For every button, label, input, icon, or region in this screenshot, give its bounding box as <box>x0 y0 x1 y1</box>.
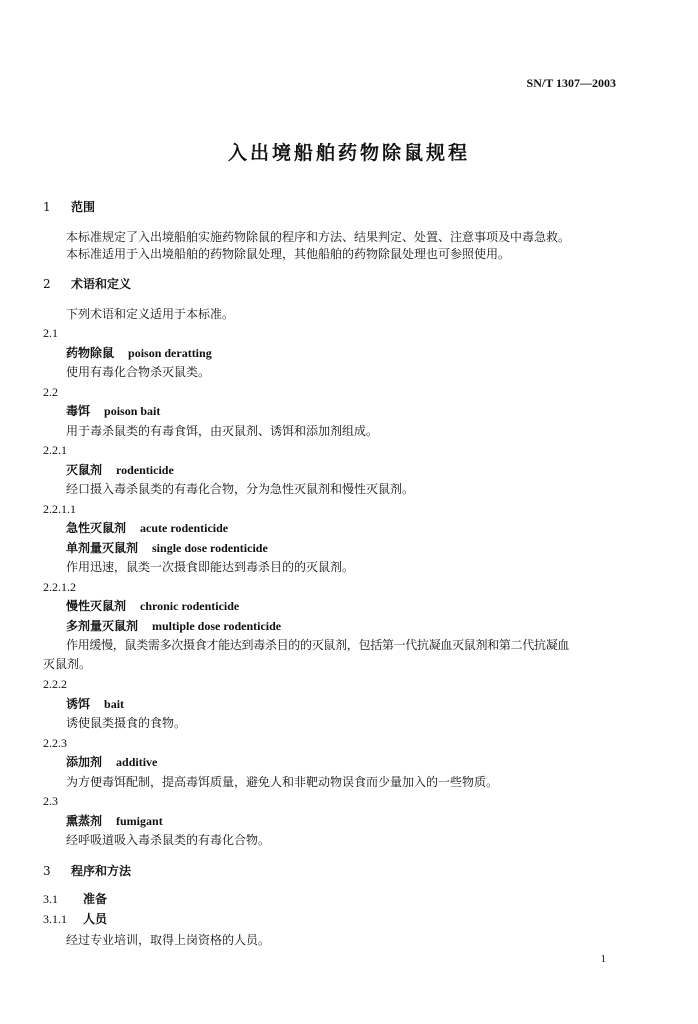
definition: 经呼吸道吸入毒杀鼠类的有毒化合物。 <box>66 833 271 847</box>
subsection-title: 准备 <box>83 892 108 906</box>
section-3-heading <box>43 863 131 879</box>
term <box>66 540 268 556</box>
term-zh: 多剂量灭鼠剂 <box>66 619 139 633</box>
section-number: 2 <box>43 277 51 291</box>
paragraph: 本标准规定了入出境船舶实施药物除鼠的程序和方法、结果判定、处置、注意事项及中毒急救。 <box>66 230 571 244</box>
clause-number: 2.2.1 <box>43 443 67 457</box>
term <box>66 345 212 361</box>
clause-number: 2.3 <box>43 794 58 808</box>
term-zh: 药物除鼠 <box>66 346 115 360</box>
subsection-title: 人员 <box>83 912 108 926</box>
term <box>66 618 281 634</box>
term-en: bait <box>104 697 125 711</box>
term-en: single dose rodenticide <box>152 541 268 555</box>
definition: 作用迅速，鼠类一次摄食即能达到毒杀目的的灭鼠剂。 <box>66 560 355 574</box>
term-en: additive <box>116 755 158 769</box>
definition: 作用缓慢，鼠类需多次摄食才能达到毒杀目的的灭鼠剂，包括第一代抗凝血灭鼠剂和第二代抗凝血 <box>66 638 570 652</box>
term-zh: 急性灭鼠剂 <box>66 521 127 535</box>
section-title: 程序和方法 <box>71 864 132 878</box>
term-zh: 添加剂 <box>66 755 103 769</box>
paragraph: 本标准适用于入出境船舶的药物除鼠处理，其他船舶的药物除鼠处理也可参照使用。 <box>66 247 511 261</box>
section-1-heading <box>43 199 95 215</box>
term-en: multiple dose rodenticide <box>152 619 282 633</box>
term-en: poison deratting <box>128 346 212 360</box>
term-en: acute rodenticide <box>140 521 229 535</box>
term-en: fumigant <box>116 814 163 828</box>
term <box>66 520 228 536</box>
term-zh: 诱饵 <box>66 697 91 711</box>
term-zh: 熏蒸剂 <box>66 814 103 828</box>
term <box>66 813 163 829</box>
term-zh: 灭鼠剂 <box>66 463 103 477</box>
section-number: 1 <box>43 200 51 214</box>
term <box>66 403 160 419</box>
term <box>66 696 124 712</box>
standard-code: SN/T 1307—2003 <box>526 76 616 90</box>
section-2-heading <box>43 276 131 292</box>
term <box>66 462 174 478</box>
definition: 诱使鼠类摄食的食物。 <box>66 716 187 730</box>
clause-number: 2.1 <box>43 326 58 340</box>
definition: 为方便毒饵配制，提高毒饵质量，避免人和非靶动物误食而少量加入的一些物质。 <box>66 775 499 789</box>
section-number: 3 <box>43 864 51 878</box>
definition: 用于毒杀鼠类的有毒食饵，由灭鼠剂、诱饵和添加剂组成。 <box>66 424 379 438</box>
term-zh: 慢性灭鼠剂 <box>66 599 127 613</box>
page-number: 1 <box>600 953 606 965</box>
definition-continued: 灭鼠剂。 <box>43 657 92 671</box>
subsection-number: 3.1 <box>43 892 58 906</box>
clause-number: 2.2.1.1 <box>43 502 76 516</box>
section-title: 范围 <box>71 200 96 214</box>
paragraph: 下列术语和定义适用于本标准。 <box>66 307 235 321</box>
term-en: poison bait <box>104 404 161 418</box>
term <box>66 598 239 614</box>
subsection-3-1-1-heading <box>43 911 107 927</box>
term-en: chronic rodenticide <box>140 599 240 613</box>
clause-number: 2.2 <box>43 385 58 399</box>
paragraph: 经过专业培训，取得上岗资格的人员。 <box>66 933 271 947</box>
definition: 经口摄入毒杀鼠类的有毒化合物，分为急性灭鼠剂和慢性灭鼠剂。 <box>66 482 415 496</box>
clause-number: 2.2.1.2 <box>43 580 76 594</box>
document-title: 入出境船舶药物除鼠规程 <box>227 142 470 164</box>
term-en: rodenticide <box>116 463 174 477</box>
term-zh: 单剂量灭鼠剂 <box>66 541 139 555</box>
subsection-number: 3.1.1 <box>43 912 67 926</box>
clause-number: 2.2.2 <box>43 677 67 691</box>
clause-number: 2.2.3 <box>43 736 67 750</box>
term <box>66 754 157 770</box>
term-zh: 毒饵 <box>66 404 91 418</box>
definition: 使用有毒化合物杀灭鼠类。 <box>66 365 211 379</box>
subsection-3-1-heading <box>43 891 107 907</box>
section-title: 术语和定义 <box>71 277 132 291</box>
